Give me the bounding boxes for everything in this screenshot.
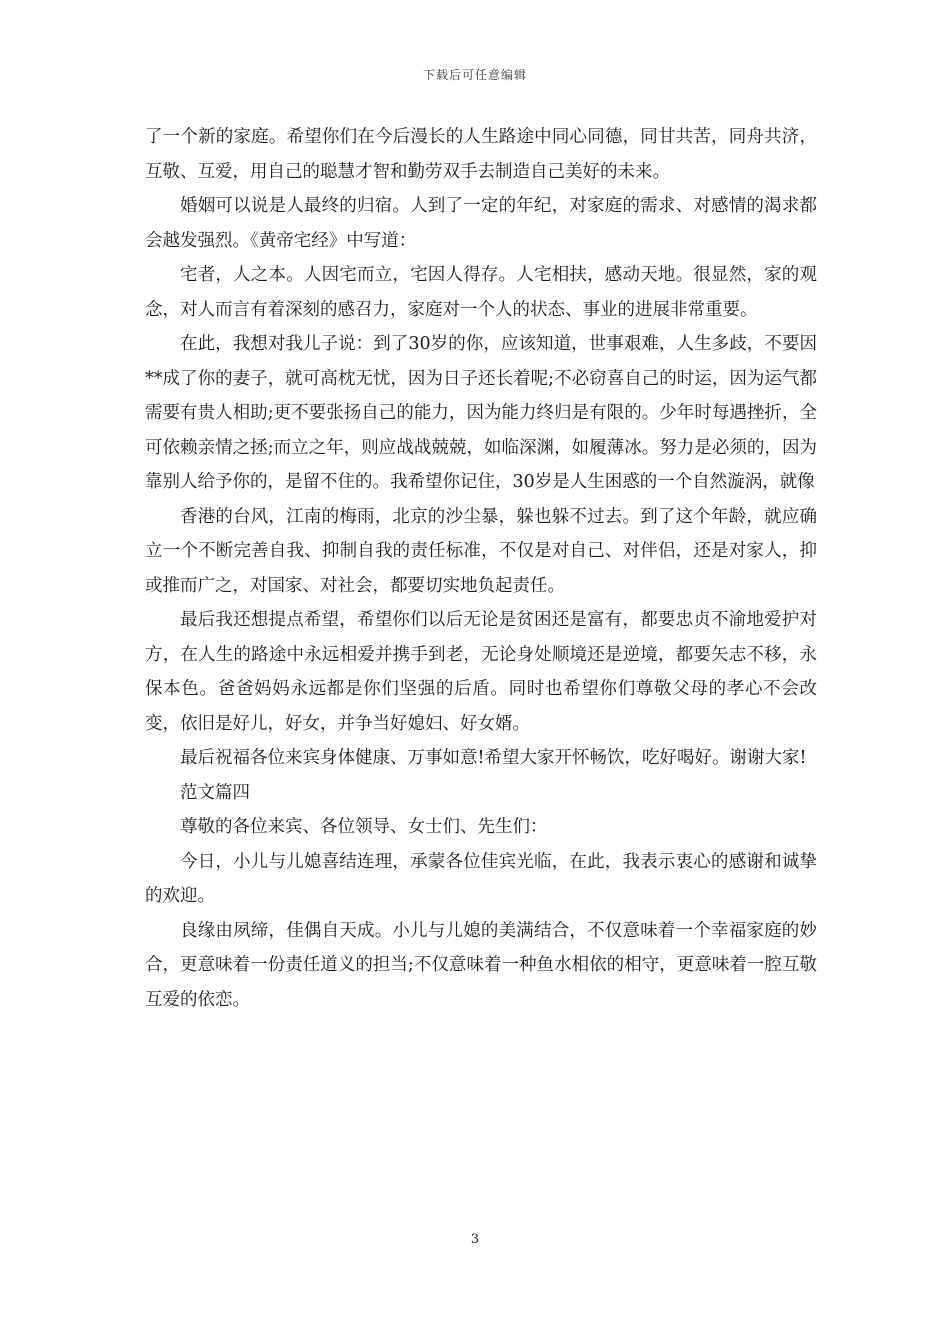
paragraph: 香港的台风，江南的梅雨，北京的沙尘暴，躲也躲不过去。到了这个年龄，就应确立一个不断完善自我、抑制自我的责任标准，不仅是对自己、对伴侣，还是对家人，抑或推而广之，对国家、对社会，都要切实地负起责任。	[145, 506, 817, 596]
paragraph: 良缘由夙缔，佳偶自天成。小儿与儿媳的美满结合，不仅意味着一个幸福家庭的妙合，更意味着一份责任道义的担当;不仅意味着一种鱼水相依的相守，更意味着一腔互敬互爱的依恋。	[145, 920, 817, 1010]
paragraph: 在此，我想对我儿子说：到了30岁的你，应该知道，世事艰难，人生多歧，不要因**成了你的妻子，就可高枕无忧，因为日子还长着呢;不必窃喜自己的时运，因为运气都需要有贵人相助;更不要张扬自己的能力，因为能力终归是有限的。少年时每遇挫折，全可依赖亲情之拯;而立之年，则应战战兢兢，如临深渊，如履薄冰。努力是必须的，因为靠别人给予你的，是留不住的。我希望你记住，30岁是人生困惑的一个自然漩涡，就像	[145, 334, 817, 492]
paragraph: 了一个新的家庭。希望你们在今后漫长的人生路途中同心同德，同甘共苦，同舟共济，互敬、互爱，用自己的聪慧才智和勤劳双手去制造自己美好的未来。	[145, 127, 817, 182]
document-body	[145, 120, 817, 1017]
paragraph: 宅者，人之本。人因宅而立，宅因人得存。人宅相扶，感动天地。很显然，家的观念，对人而言有着深刻的感召力，家庭对一个人的状态、事业的进展非常重要。	[145, 265, 817, 320]
paragraph: 今日，小儿与儿媳喜结连理，承蒙各位佳宾光临，在此，我表示衷心的感谢和诚挚的欢迎。	[145, 851, 817, 906]
salutation: 尊敬的各位来宾、各位领导、女士们、先生们：	[180, 817, 548, 837]
paragraph: 婚姻可以说是人最终的归宿。人到了一定的年纪，对家庭的需求、对感情的渴求都会越发强烈。《黄帝宅经》中写道：	[145, 196, 817, 251]
paragraph: 最后祝福各位来宾身体健康、万事如意!希望大家开怀畅饮，吃好喝好。谢谢大家!	[180, 748, 807, 768]
paragraph: 最后我还想提点希望，希望你们以后无论是贫困还是富有，都要忠贞不渝地爱护对方，在人生的路途中永远相爱并携手到老，无论身处顺境还是逆境，都要矢志不移，永保本色。爸爸妈妈永远都是你们坚强的后盾。同时也希望你们尊敬父母的孝心不会改变，依旧是好儿，好女，并争当好媳妇、好女婿。	[145, 610, 817, 734]
page-number: 3	[470, 1232, 480, 1247]
page-header: 下载后可任意编辑	[422, 68, 527, 82]
section-heading: 范文篇四	[180, 782, 250, 803]
